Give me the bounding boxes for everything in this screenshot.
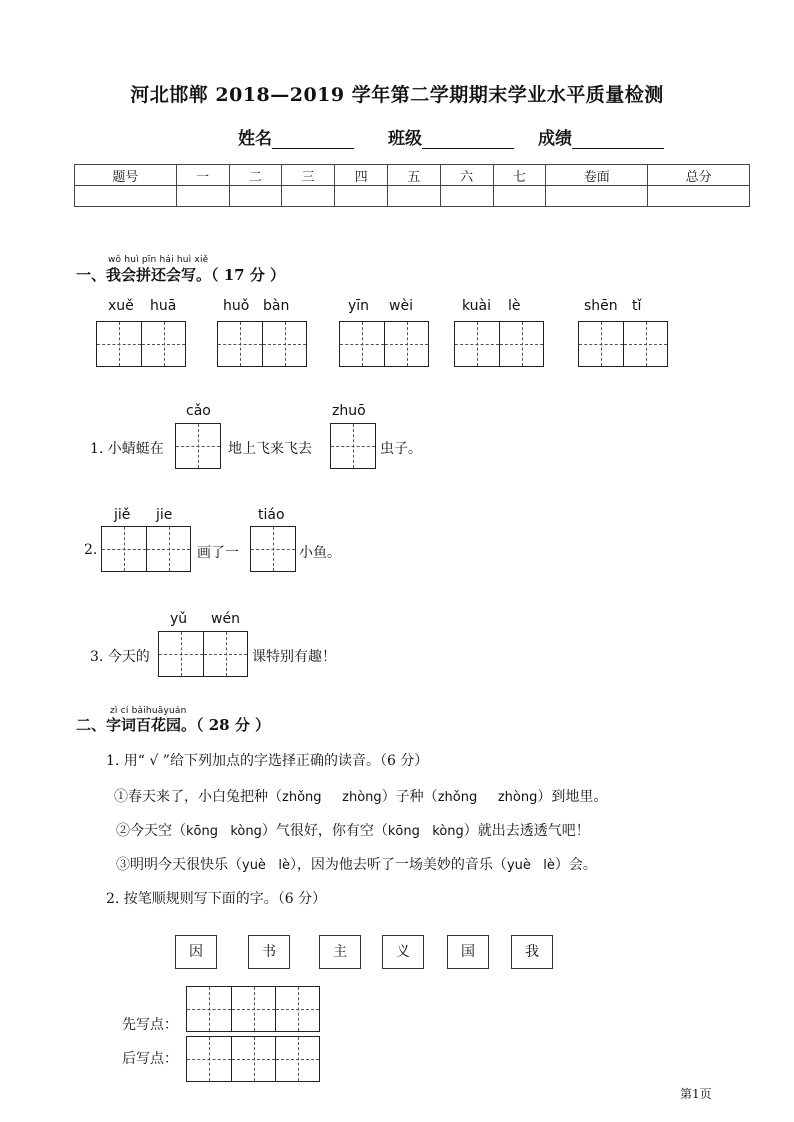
score-input-cell[interactable]	[335, 186, 388, 207]
word2-pinyin1: huǒ	[223, 298, 250, 314]
s2-s2-c: ）就出去透透气吧！	[463, 823, 590, 839]
q1-pinyin-b: zhuō	[332, 403, 366, 419]
score-input-cell[interactable]	[440, 186, 493, 207]
q2-grid-c[interactable]	[250, 526, 296, 572]
char-box: 因	[175, 935, 217, 969]
score-input-cell[interactable]	[546, 186, 648, 207]
q2-text-pre: 2.	[84, 542, 98, 558]
score-label: 成绩	[538, 129, 572, 149]
char-box: 主	[319, 935, 361, 969]
word4-writing-grid[interactable]	[454, 321, 544, 367]
s2-s1-b: ）子种（	[381, 789, 438, 805]
word4-pinyin1: kuài	[462, 298, 492, 314]
score-table-header-row	[75, 165, 750, 186]
name-blank[interactable]	[272, 130, 354, 149]
char-box: 我	[511, 935, 553, 969]
s2-s1-options1[interactable]: zhǒng zhòng	[282, 790, 382, 805]
s2-s2-options1[interactable]: kōng kòng	[186, 824, 262, 839]
score-input-cell[interactable]	[493, 186, 546, 207]
word2-writing-grid[interactable]	[217, 321, 307, 367]
word5-writing-grid[interactable]	[578, 321, 668, 367]
section2-title: 二、字词百花园。（ 28 分 ）	[76, 716, 271, 734]
score-input-cell[interactable]	[648, 186, 750, 207]
score-input-cell[interactable]	[229, 186, 282, 207]
word3-writing-grid[interactable]	[339, 321, 429, 367]
q1-text-pre: 1. 小蜻蜓在	[90, 441, 164, 457]
class-label: 班级	[388, 129, 422, 149]
s2-s3-c: ）会。	[554, 857, 597, 873]
score-header-cell: 一	[176, 165, 229, 186]
later-dot-label: 后写点：	[122, 1051, 178, 1067]
s2-s3-a: ③明明今天很快乐（	[116, 857, 242, 873]
score-header-cell: 总分	[648, 165, 750, 186]
score-header-cell: 二	[229, 165, 282, 186]
q1-grid-a[interactable]	[175, 423, 221, 469]
section1-title: 一、我会拼还会写。（ 17 分 ）	[76, 266, 286, 284]
q2-pinyin-c: tiáo	[258, 507, 285, 523]
s2-s1-options2[interactable]: zhǒng zhòng	[437, 790, 538, 805]
score-field[interactable]	[538, 124, 664, 149]
s2-s1-c: ）到地里。	[537, 789, 608, 805]
q1-text-mid: 地上飞来飞去	[228, 441, 312, 457]
word5-pinyin1: shēn	[584, 298, 618, 314]
q3-text-pre: 3. 今天的	[90, 649, 150, 665]
word3-pinyin1: yīn	[348, 298, 370, 314]
s2-sentence1	[114, 786, 607, 806]
class-blank[interactable]	[422, 130, 514, 149]
exam-title: 河北邯郸 2018—2019 学年第二学期期末学业水平质量检测	[130, 84, 664, 106]
score-input-cell[interactable]	[176, 186, 229, 207]
score-blank[interactable]	[572, 130, 664, 149]
section2-ruby: zì cí bǎihuāyuán	[110, 706, 187, 716]
word1-pinyin1: xuě	[108, 298, 134, 314]
s2-sentence3	[116, 854, 597, 874]
q2-pinyin-b: jie	[156, 507, 173, 523]
s2-s2-a: ②今天空（	[116, 823, 186, 839]
name-label: 姓名	[238, 129, 272, 149]
first-dot-label: 先写点：	[122, 1017, 178, 1033]
q2-pinyin-a: jiě	[114, 507, 131, 523]
char-box: 书	[248, 935, 290, 969]
score-input-cell[interactable]	[75, 186, 177, 207]
s2-s3-options1[interactable]: yuè lè	[242, 858, 290, 873]
q2-grid-ab[interactable]	[101, 526, 191, 572]
q1-grid-b[interactable]	[330, 423, 376, 469]
score-header-cell: 卷面	[546, 165, 648, 186]
later-dot-grid[interactable]	[186, 1036, 320, 1082]
score-header-cell: 三	[282, 165, 335, 186]
score-header-cell: 题号	[75, 165, 177, 186]
score-table	[74, 164, 750, 207]
q3-grid[interactable]	[158, 631, 248, 677]
s2-s2-options2[interactable]: kōng kòng	[387, 824, 464, 839]
char-box: 义	[382, 935, 424, 969]
q3-pinyin-b: wén	[211, 611, 240, 627]
name-field[interactable]	[238, 124, 354, 149]
word4-pinyin2: lè	[508, 298, 521, 314]
q2-text-mid: 画了一	[197, 545, 239, 561]
char-box: 国	[447, 935, 489, 969]
score-header-cell: 五	[387, 165, 440, 186]
score-input-cell[interactable]	[387, 186, 440, 207]
score-input-cell[interactable]	[282, 186, 335, 207]
first-dot-grid[interactable]	[186, 986, 320, 1032]
word2-pinyin2: bàn	[263, 298, 290, 314]
section1-ruby: wǒ huì pīn hái huì xiě	[108, 255, 209, 265]
q1-pinyin-a: cǎo	[186, 403, 211, 419]
word5-pinyin2: tǐ	[632, 298, 642, 314]
score-header-cell: 六	[440, 165, 493, 186]
page-number: 第1页	[680, 1087, 712, 1101]
s2-s3-options2[interactable]: yuè lè	[506, 858, 555, 873]
score-header-cell: 七	[493, 165, 546, 186]
q1-text-post: 虫子。	[380, 441, 422, 457]
word1-pinyin2: huā	[150, 298, 177, 314]
score-table-input-row	[75, 186, 750, 207]
s2-q2-title: 2. 按笔顺规则写下面的字。（6 分）	[106, 891, 327, 907]
s2-s2-b: ）气很好，你有空（	[261, 823, 388, 839]
word3-pinyin2: wèi	[389, 298, 413, 314]
q3-pinyin-a: yǔ	[170, 611, 188, 627]
s2-s3-b: ），因为他去听了一场美妙的音乐（	[289, 857, 507, 873]
score-header-cell: 四	[335, 165, 388, 186]
q2-text-post: 小鱼。	[299, 545, 341, 561]
s2-s1-a: ①春天来了，小白兔把种（	[114, 789, 282, 805]
word1-writing-grid[interactable]	[96, 321, 186, 367]
q3-text-post: 课特别有趣！	[252, 649, 336, 665]
s2-sentence2	[116, 820, 590, 840]
class-field[interactable]	[388, 124, 514, 149]
s2-q1-title: 1. 用“ √ ”给下列加点的字选择正确的读音。（6 分）	[106, 753, 429, 769]
